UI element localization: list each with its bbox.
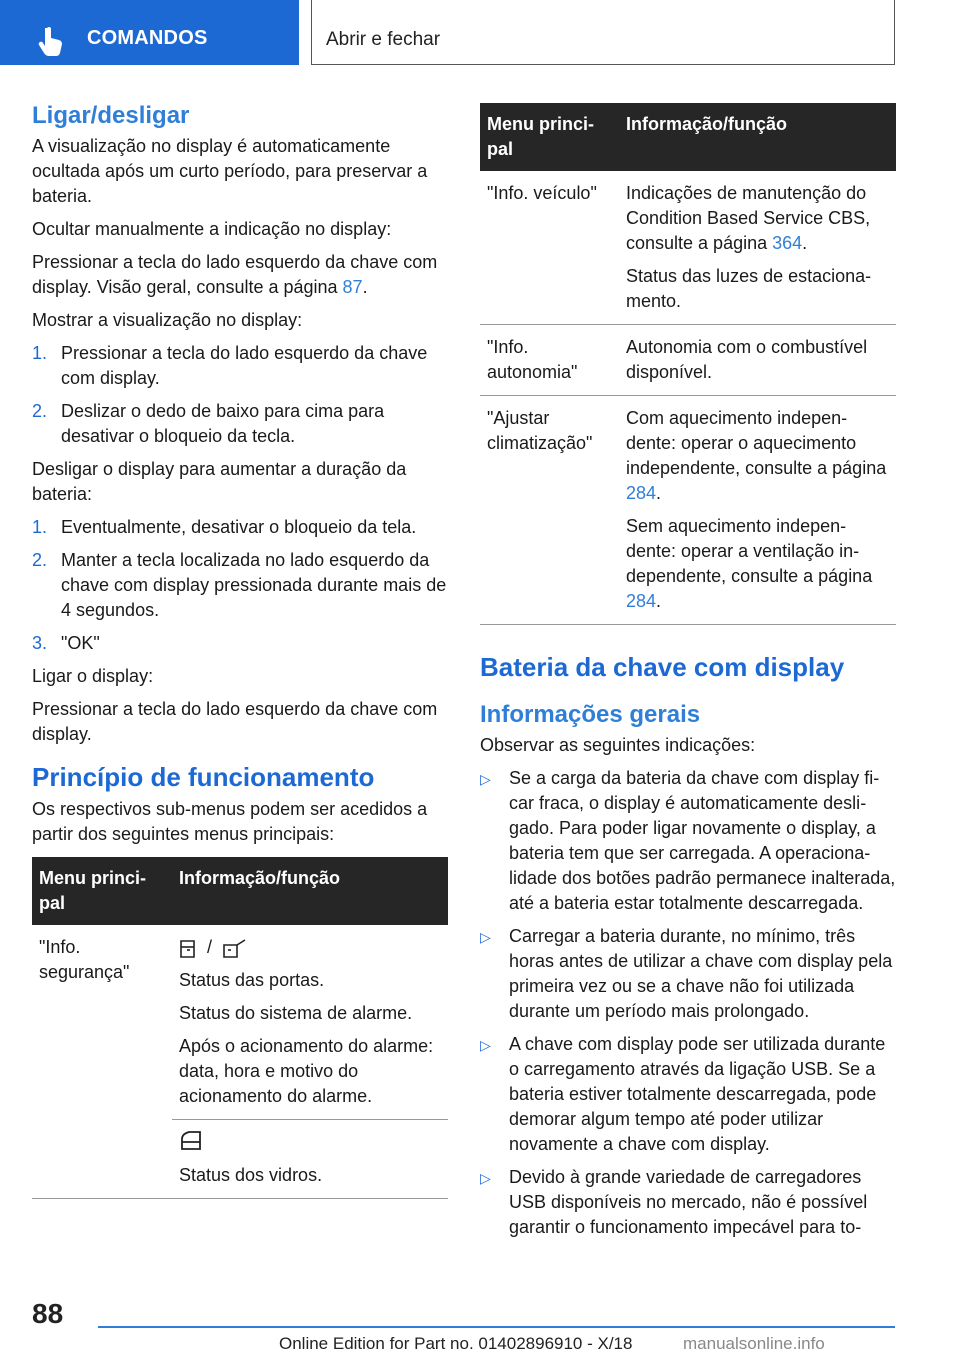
paragraph: Pressionar a tecla do lado esquerdo da chave com display. [32,699,438,744]
page-link[interactable]: 364 [772,233,803,253]
steps-list-show [32,341,448,449]
table-header: Menu principal [480,103,619,171]
table-cell: Autonomia com o combustível disponível. [619,325,896,396]
list-item: 1. Eventualmente, desativar o bloqueio da tela. [32,517,417,537]
list-item: 1. Pressionar a tecla do lado esquerdo da chave com display. [32,343,428,388]
bullet-triangle-icon: ▷ [480,1037,491,1053]
bullet-triangle-icon: ▷ [480,1170,491,1186]
steps-list-off [32,515,448,656]
paragraph: Observar as seguintes indicações: [480,735,756,755]
door-open-icon [222,938,248,958]
table-header: Informação/função [619,103,896,171]
list-item: 2. Manter a tecla localizada no lado esquerdo da chave com display pressionada durante mais de 4 segundos. [32,550,447,620]
list-item: ▷ A chave com display pode ser utilizada durante o carregamento através da ligação USB. Se a bateria estiver totalmente descarregada, pode demorar algum tempo até poder utilizar novamente a chave com display. [480,1032,896,1157]
paragraph: Os respectivos sub-menus podem ser acedidos a partir dos seguintes menus principais: [32,799,428,844]
notes-list [480,766,896,1240]
heading-battery: Bateria da chave com display [480,652,845,682]
paragraph: Ligar o display: [32,666,154,686]
table-cell: Indicações de manutenção do Condition Based Service CBS, consulte a página 364. Status das luzes de estacionamento. [619,171,896,325]
table-cell: "Info. segurança" [32,925,172,1199]
page-number: 88 [32,1298,64,1329]
table-cell: "Info. autonomia" [480,325,619,396]
hand-pointer-icon [37,26,65,56]
table-cell: "Info. veículo" [480,171,619,325]
page-link[interactable]: 87 [342,277,363,297]
paragraph: Mostrar a visualização no display: [32,310,303,330]
paragraph: Ocultar manualmente a indicação no display: [32,219,392,239]
table-row [32,925,448,1120]
section-tab[interactable] [311,0,895,65]
heading-on-off: Ligar/desligar [32,102,190,129]
table-header: Menu principal [32,857,172,925]
page-link[interactable]: 284 [626,591,657,611]
table-cell: "Ajustar climatização" [480,396,619,625]
paragraph: Desligar o display para aumentar a duração da bateria: [32,459,407,504]
door-closed-icon [179,938,197,958]
table-cell: Status dos vidros. [172,1120,448,1199]
right-column [480,103,896,1248]
menu-table-right [480,103,896,625]
list-item: 2. Deslizar o dedo de baixo para cima para desativar o bloqueio da tecla. [32,401,385,446]
list-item: ▷ Carregar a bateria durante, no mínimo, três horas antes de utilizar a chave com display pela primeira vez ou se a chave não foi utilizada durante um período mais prolongado. [480,924,896,1024]
table-row [480,171,896,325]
list-item: ▷ Se a carga da bateria da chave com display ficar fraca, o display é automaticamente desligado. Para poder ligar novamente o display, a bateria tem que ser carregada. A operacionalidade dos botões padrão permanece inalterada, até a bateria estar totalmente descarregada. [480,766,896,916]
table-header: Informação/função [172,857,448,925]
chapter-label: COMANDOS [87,27,208,49]
page-link[interactable]: 284 [626,483,657,503]
table-cell: Com aquecimento independente: operar o aquecimento independente, consulte a página 284. Sem aquecimento independente: operar a ventilação independente, consulte a página 284. [619,396,896,625]
table-row [480,396,896,625]
heading-principle: Princípio de funcionamento [32,762,375,792]
heading-general-info: Informações gerais [480,701,701,728]
edition-text: Online Edition for Part no. 01402896910 - X/18 [279,1334,633,1353]
window-icon [179,1130,203,1152]
chapter-tab[interactable] [0,0,299,65]
paragraph: Pressionar a tecla do lado esquerdo da chave com display. Visão geral, consulte a página 87. [32,252,438,297]
watermark: manualsonline.info [683,1334,825,1353]
left-column [32,100,448,1199]
table-row [480,325,896,396]
bullet-triangle-icon: ▷ [480,929,491,945]
paragraph: A visualização no display é automaticamente ocultada após um curto período, para preservar a bateria. [32,136,428,206]
table-cell: / Status das portas. Status do sistema de alarme. Após o acionamento do alarme: data, hora e motivo do acionamento do alarme. [172,925,448,1120]
list-item: 3. "OK" [32,633,100,653]
footer-divider [98,1326,895,1328]
section-label: Abrir e fechar [326,29,441,50]
menu-table-left [32,857,448,1199]
bullet-triangle-icon: ▷ [480,771,491,787]
list-item: ▷ Devido à grande variedade de carregadores USB disponíveis no mercado, não é possível garantir o funcionamento impecável para to- [480,1165,896,1240]
